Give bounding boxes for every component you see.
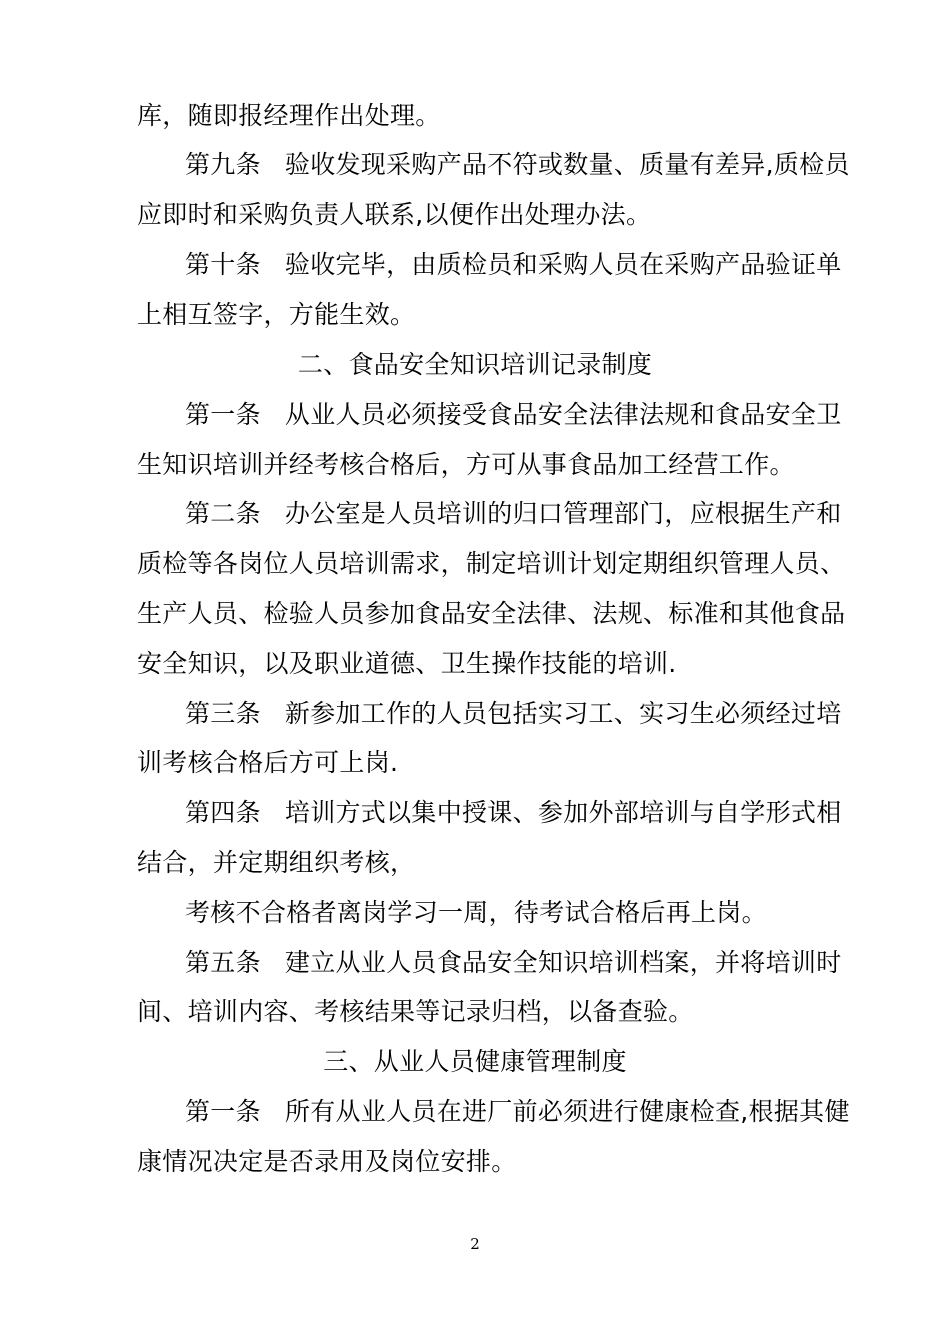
body-line: 上相互签字，方能生效。 <box>137 300 416 329</box>
article-line: 第三条 新参加工作的人员包括实习工、实习生必须经过培 <box>185 697 842 731</box>
article-number: 第三条 <box>185 699 261 728</box>
article-line: 第五条 建立从业人员食品安全知识培训档案，并将培训时 <box>185 946 842 980</box>
article-number: 第五条 <box>185 948 261 977</box>
article-number: 第二条 <box>185 499 261 528</box>
body-line: 生知识培训并经考核合格后，方可从事食品加工经营工作。 <box>137 450 795 479</box>
section-heading: 三、从业人员健康管理制度 <box>323 1047 627 1076</box>
body-line: 结合，并定期组织考核， <box>137 848 416 877</box>
body-line: 生产人员、检验人员参加食品安全法律、法规、标准和其他食品 <box>137 599 846 628</box>
article-line: 第十条 验收完毕，由质检员和采购人员在采购产品验证单 <box>185 248 842 282</box>
body-line: 应即时和采购负责人联系,以便作出处理办法。 <box>137 200 652 229</box>
body-line: 康情况决定是否录用及岗位安排。 <box>137 1147 517 1176</box>
article-line: 第二条 办公室是人员培训的归口管理部门，应根据生产和 <box>185 497 842 531</box>
article-number: 第十条 <box>185 250 261 279</box>
page-number: 2 <box>470 1235 480 1253</box>
article-line: 第一条 从业人员必须接受食品安全法律法规和食品安全卫 <box>185 398 842 432</box>
body-line: 库，随即报经理作出处理。 <box>137 101 441 130</box>
article-number: 第一条 <box>185 400 261 429</box>
article-line: 第一条 所有从业人员在进厂前必须进行健康检查,根据其健 <box>185 1095 850 1129</box>
body-line: 间、培训内容、考核结果等记录归档，以备查验。 <box>137 997 694 1026</box>
body-line: 考核不合格者离岗学习一周，待考试合格后再上岗。 <box>185 898 767 927</box>
body-line: 安全知识，以及职业道德、卫生操作技能的培训. <box>137 649 677 678</box>
article-number: 第九条 <box>185 150 261 179</box>
article-line: 第四条 培训方式以集中授课、参加外部培训与自学形式相 <box>185 796 842 830</box>
body-line: 质检等各岗位人员培训需求，制定培训计划定期组织管理人员、 <box>137 549 846 578</box>
body-line: 训考核合格后方可上岗. <box>137 748 399 777</box>
article-number: 第四条 <box>185 798 261 827</box>
article-number: 第一条 <box>185 1097 261 1126</box>
section-heading: 二、食品安全知识培训记录制度 <box>297 350 653 379</box>
article-line: 第九条 验收发现采购产品不符或数量、质量有差异,质检员 <box>185 148 850 182</box>
